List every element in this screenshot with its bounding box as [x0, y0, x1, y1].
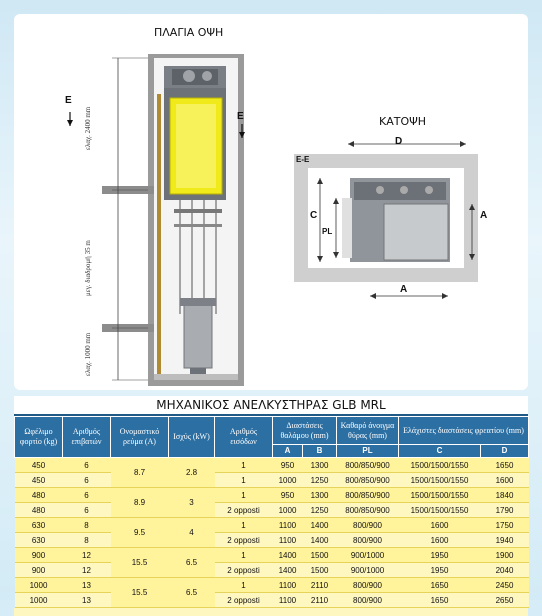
header-current: Ονομαστικό ρεύμα (A) — [111, 417, 169, 458]
header-pl: PL — [337, 445, 399, 458]
cell-entrances: 2 opposti — [215, 563, 273, 578]
cell-persons: 6 — [63, 488, 111, 503]
side-view-title: ΠΛΑΓΙΑ ΟΨΗ — [154, 26, 224, 39]
cell-power: 2.8 — [169, 458, 215, 488]
cell-load: 900 — [15, 548, 63, 563]
header-b: B — [303, 445, 337, 458]
header-door: Καθαρό άνοιγμα θύρας (mm) — [337, 417, 399, 445]
cell-b: 2110 — [303, 578, 337, 593]
cell-pl: 800/850/900 — [337, 488, 399, 503]
cell-c: 1650 — [399, 578, 481, 593]
plan-view-title: ΚΑΤΟΨΗ — [379, 115, 427, 128]
cell-b: 1300 — [303, 488, 337, 503]
table-row — [15, 488, 529, 503]
cell-a: 1400 — [273, 563, 303, 578]
dim-label-d: D — [395, 136, 403, 147]
header-d: D — [481, 445, 529, 458]
cell-current: 9.5 — [111, 518, 169, 548]
cell-d: 1840 — [481, 488, 529, 503]
cell-a: 950 — [273, 458, 303, 473]
cell-c: 1950 — [399, 548, 481, 563]
section-tag: E-E — [296, 155, 310, 164]
cell-pl: 800/850/900 — [337, 473, 399, 488]
table-row — [15, 593, 529, 608]
cell-load: 480 — [15, 488, 63, 503]
cell-c: 1650 — [399, 593, 481, 608]
cell-pl: 800/850/900 — [337, 503, 399, 518]
cell-b: 1400 — [303, 518, 337, 533]
cell-pl: 800/900 — [337, 593, 399, 608]
header-a: A — [273, 445, 303, 458]
header-load: Ωφέλιμο φορτίο (kg) — [15, 417, 63, 458]
cell-entrances: 1 — [215, 458, 273, 473]
cell-load: 480 — [15, 503, 63, 518]
cell-pl: 800/900 — [337, 578, 399, 593]
table-row — [15, 533, 529, 548]
cell-load: 1000 — [15, 578, 63, 593]
cell-pl: 900/1000 — [337, 563, 399, 578]
headroom-note: ελαχ. 2400 mm — [84, 106, 92, 150]
cell-b: 1250 — [303, 473, 337, 488]
cell-d: 2040 — [481, 563, 529, 578]
cell-d: 1650 — [481, 458, 529, 473]
cell-current: 15.5 — [111, 548, 169, 578]
cell-pl: 800/850/900 — [337, 458, 399, 473]
table-row — [15, 518, 529, 533]
header-entrances: Αριθμός εισόδων — [215, 417, 273, 458]
cell-power: 4 — [169, 518, 215, 548]
cell-d: 2650 — [481, 593, 529, 608]
cell-persons: 6 — [63, 503, 111, 518]
header-persons: Αριθμός επιβατών — [63, 417, 111, 458]
cell-entrances: 1 — [215, 548, 273, 563]
cell-a: 950 — [273, 488, 303, 503]
cell-a: 1000 — [273, 503, 303, 518]
specs-table — [14, 416, 529, 608]
cell-c: 1500/1500/1550 — [399, 473, 481, 488]
cell-b: 2110 — [303, 593, 337, 608]
dim-label-c: C — [310, 210, 318, 221]
cell-persons: 13 — [63, 578, 111, 593]
section-marker-left: E — [65, 95, 72, 106]
cell-entrances: 2 opposti — [215, 533, 273, 548]
table-title: ΜΗΧΑΝΙΚΟΣ ΑΝΕΛΚΥΣΤΗΡΑΣ GLB MRL — [14, 396, 528, 416]
cell-d: 1900 — [481, 548, 529, 563]
cell-load: 630 — [15, 518, 63, 533]
specs-table-section — [14, 396, 528, 616]
header-cabin-dims: Διαστάσεις θαλάμου (mm) — [273, 417, 337, 445]
cell-entrances: 1 — [215, 518, 273, 533]
cell-b: 1250 — [303, 503, 337, 518]
cell-load: 1000 — [15, 593, 63, 608]
header-c: C — [399, 445, 481, 458]
dim-label-a-bottom: A — [400, 284, 408, 295]
cell-a: 1100 — [273, 578, 303, 593]
cell-a: 1100 — [273, 518, 303, 533]
travel-note: μεγ. διαδρομή 35 m — [84, 240, 92, 296]
cell-load: 630 — [15, 533, 63, 548]
cell-current: 8.7 — [111, 458, 169, 488]
cell-c: 1600 — [399, 533, 481, 548]
pit-note: ελαχ. 1000 mm — [84, 332, 92, 376]
cell-load: 450 — [15, 473, 63, 488]
section-marker-right: E — [237, 111, 244, 122]
cell-c: 1500/1500/1550 — [399, 458, 481, 473]
technical-drawing-panel — [14, 14, 528, 390]
cell-power: 6.5 — [169, 578, 215, 608]
cell-pl: 800/900 — [337, 518, 399, 533]
cell-current: 15.5 — [111, 578, 169, 608]
cell-pl: 900/1000 — [337, 548, 399, 563]
cell-a: 1100 — [273, 533, 303, 548]
table-row — [15, 503, 529, 518]
table-row — [15, 563, 529, 578]
table-footer-strip — [14, 608, 528, 616]
cell-d: 1600 — [481, 473, 529, 488]
cell-persons: 8 — [63, 533, 111, 548]
table-row — [15, 548, 529, 563]
cell-b: 1500 — [303, 548, 337, 563]
cell-persons: 12 — [63, 548, 111, 563]
cell-c: 1500/1500/1550 — [399, 503, 481, 518]
cell-b: 1300 — [303, 458, 337, 473]
cell-persons: 13 — [63, 593, 111, 608]
table-row — [15, 473, 529, 488]
dim-label-pl: PL — [322, 227, 333, 236]
cell-entrances: 1 — [215, 578, 273, 593]
cell-c: 1600 — [399, 518, 481, 533]
cell-d: 1790 — [481, 503, 529, 518]
cell-entrances: 1 — [215, 488, 273, 503]
header-power: Ισχύς (kW) — [169, 417, 215, 458]
table-row — [15, 578, 529, 593]
cell-a: 1400 — [273, 548, 303, 563]
cell-power: 6.5 — [169, 548, 215, 578]
cell-load: 450 — [15, 458, 63, 473]
cell-current: 8.9 — [111, 488, 169, 518]
cell-a: 1000 — [273, 473, 303, 488]
cell-entrances: 1 — [215, 473, 273, 488]
cell-c: 1500/1500/1550 — [399, 488, 481, 503]
header-shaft: Ελάχιστες διαστάσεις φρεατίου (mm) — [399, 417, 529, 445]
cell-entrances: 2 opposti — [215, 593, 273, 608]
cell-power: 3 — [169, 488, 215, 518]
cell-c: 1950 — [399, 563, 481, 578]
cell-a: 1100 — [273, 593, 303, 608]
cell-pl: 800/900 — [337, 533, 399, 548]
dim-label-a-side: A — [480, 210, 488, 221]
table-row — [15, 458, 529, 473]
cell-entrances: 2 opposti — [215, 503, 273, 518]
cell-b: 1400 — [303, 533, 337, 548]
cell-persons: 8 — [63, 518, 111, 533]
cell-d: 2450 — [481, 578, 529, 593]
cell-d: 1940 — [481, 533, 529, 548]
cell-persons: 6 — [63, 473, 111, 488]
cell-persons: 6 — [63, 458, 111, 473]
cell-b: 1500 — [303, 563, 337, 578]
cell-persons: 12 — [63, 563, 111, 578]
cell-d: 1750 — [481, 518, 529, 533]
cell-load: 900 — [15, 563, 63, 578]
side-view-drawing — [14, 14, 254, 390]
